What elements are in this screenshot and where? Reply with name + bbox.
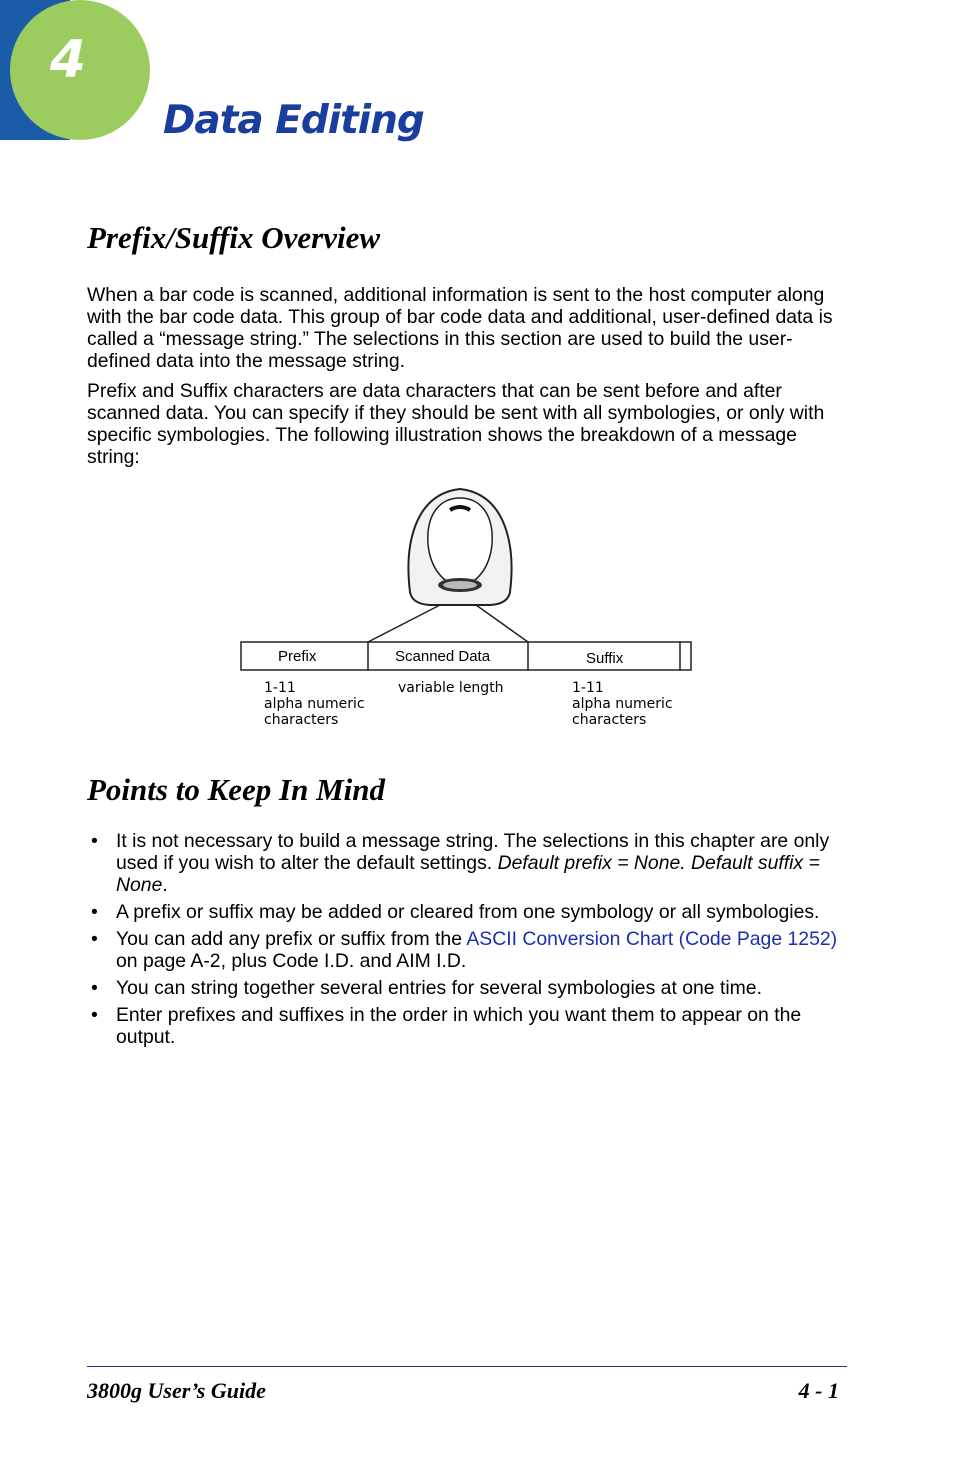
list-item (87, 928, 847, 972)
section-heading-overview: Prefix/Suffix Overview (87, 220, 381, 255)
message-string-diagram (240, 484, 700, 734)
bullet-3-text: You can add any prefix or suffix from the (116, 928, 467, 950)
bullet-icon: • (91, 830, 98, 852)
prefix-note-line3: characters (264, 712, 339, 728)
chapter-number: 4 (49, 30, 87, 90)
list-item (87, 830, 847, 896)
footer-guide-title: 3800g User’s Guide (87, 1378, 266, 1403)
list-item (87, 977, 847, 999)
bullet-icon: • (91, 928, 98, 950)
prefix-note-line1: 1-11 (264, 680, 296, 696)
prefix-note-line2: alpha numeric (264, 696, 365, 712)
suffix-note-line2: alpha numeric (572, 696, 673, 712)
list-item (87, 901, 847, 923)
ascii-chart-link[interactable]: ASCII Conversion Chart (Code Page 1252) (466, 928, 838, 950)
overview-paragraph-2: Prefix and Suffix characters are data characters that can be sent before and after scanned data. You can specify if they should be sent with all symbologies, or only with specific symbologies. The following illustration shows the breakdown of a message string: (87, 380, 825, 468)
overview-paragraph-1: When a bar code is scanned, additional information is sent to the host computer along with the bar code data. This group of bar code data and additional, user-defined data is called a “message string.” The selections in this section are used to build the user-defined data into the message string. (87, 284, 833, 372)
bullet-1-end: . (162, 874, 168, 896)
footer-page-number: 4 - 1 (798, 1378, 839, 1403)
box-data-label: Scanned Data (395, 648, 491, 665)
chapter-tab (0, 0, 150, 140)
bullet-5-text: Enter prefixes and suffixes in the order in which you want them to appear on the output. (116, 1004, 802, 1048)
scanner-illustration (408, 489, 511, 605)
suffix-note-line3: characters (572, 712, 647, 728)
footer-rule (87, 1366, 847, 1367)
points-list (87, 830, 847, 1053)
section-heading-points: Points to Keep In Mind (87, 772, 385, 807)
suffix-note-line1: 1-11 (572, 680, 604, 696)
bullet-1-text: It is not necessary to build a message string. The selections in this chapter are only used if you wish to alter the default settings. (116, 830, 830, 874)
bullet-3-end: on page A-2, plus Code I.D. and AIM I.D. (116, 950, 467, 972)
diagram-graphic (240, 484, 700, 734)
bullet-1-italic: Default prefix = None. Default suffix = None (116, 852, 820, 896)
bullet-icon: • (91, 977, 98, 999)
bullet-icon: • (91, 901, 98, 923)
box-prefix-label: Prefix (278, 648, 317, 665)
chapter-title: Data Editing (163, 98, 424, 143)
list-item (87, 1004, 847, 1048)
box-suffix-label: Suffix (586, 650, 624, 667)
bullet-icon: • (91, 1004, 98, 1026)
bullet-2-text: A prefix or suffix may be added or cleared from one symbology or all symbologies. (116, 901, 820, 923)
data-note: variable length (398, 680, 504, 696)
bullet-4-text: You can string together several entries for several symbologies at one time. (116, 977, 762, 999)
beam-right (476, 605, 528, 642)
beam-left (368, 605, 440, 642)
